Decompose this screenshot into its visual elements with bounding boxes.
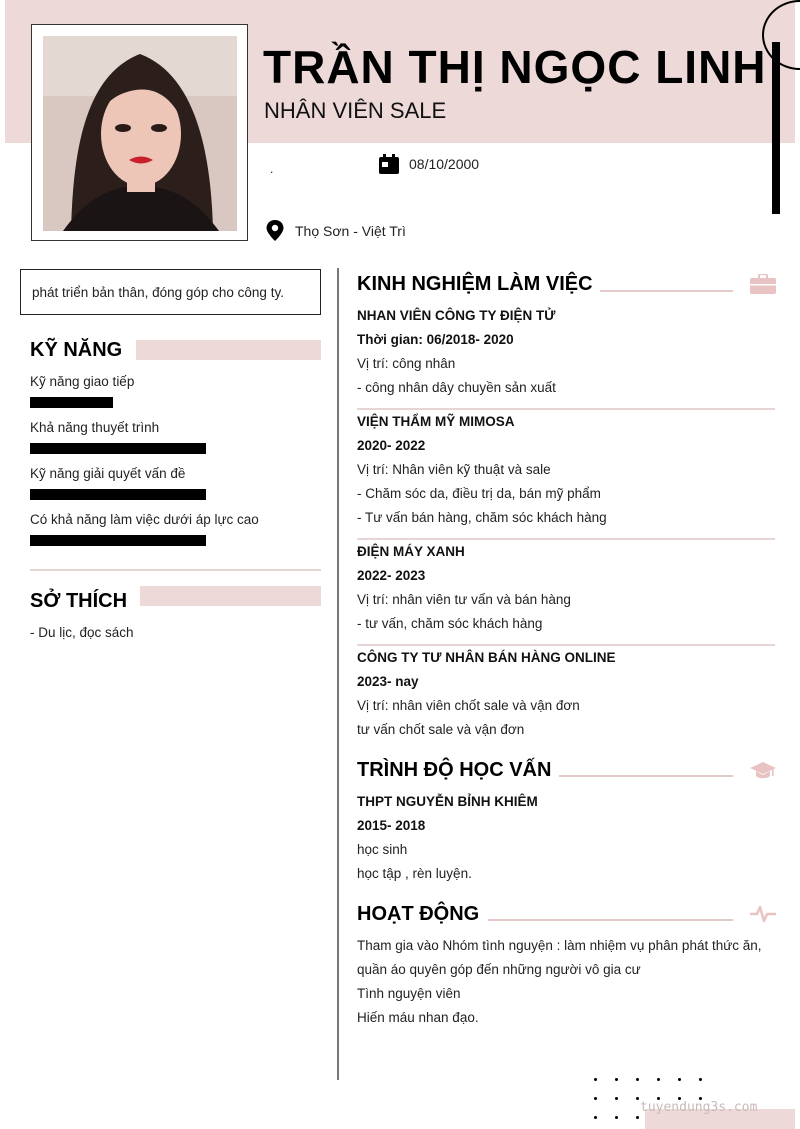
hobbies-title-band — [140, 586, 321, 606]
skill-bar — [30, 397, 113, 408]
experience-title-rule — [600, 290, 733, 292]
skill-name: Kỹ năng giải quyết vấn đề — [30, 466, 186, 481]
career-objective: phát triển bản thân, đóng góp cho công ty. — [20, 269, 321, 315]
graduation-cap-icon — [750, 760, 776, 780]
activities-title: HOẠT ĐỘNG — [357, 903, 480, 925]
decorative-dot — [636, 1097, 639, 1100]
profile-photo-frame — [31, 24, 248, 241]
entry-line: quần áo quyên góp đến những người vô gia cư — [357, 962, 641, 977]
school-name: THPT NGUYỄN BỈNH KHIÊM — [357, 794, 538, 809]
heartbeat-icon — [750, 904, 776, 924]
experience-entry — [357, 304, 777, 400]
skill-name: Khả năng thuyết trình — [30, 420, 160, 435]
location-pin-icon — [265, 220, 285, 241]
study-period: 2015- 2018 — [357, 818, 426, 833]
experience-title: KINH NGHIỆM LÀM VIỆC — [357, 273, 593, 295]
skills-title: KỸ NĂNG — [30, 339, 123, 361]
activities-entry — [357, 934, 777, 1030]
phone-placeholder: . — [270, 162, 274, 176]
experience-entry — [357, 646, 777, 742]
decorative-dot — [615, 1097, 618, 1100]
entry-line: Hiến máu nhan đạo. — [357, 1010, 479, 1025]
hobbies-title: SỞ THÍCH — [30, 590, 128, 612]
decorative-vertical-bar — [772, 42, 780, 214]
education-entry — [357, 790, 777, 886]
company-name: ĐIỆN MÁY XANH — [357, 544, 465, 559]
education-title: TRÌNH ĐỘ HỌC VẤN — [357, 759, 552, 781]
skills-title-band — [136, 340, 321, 360]
skill-bar — [30, 443, 206, 454]
address: Thọ Sơn - Việt Trì — [295, 222, 406, 239]
entry-line: học sinh — [357, 842, 408, 857]
work-period: 2023- nay — [357, 674, 419, 689]
entry-line: Vị trí: nhân viên tư vấn và bán hàng — [357, 592, 571, 607]
briefcase-icon — [750, 274, 776, 294]
job-title: NHÂN VIÊN SALE — [264, 98, 447, 123]
candidate-name: TRẦN THỊ NGỌC LINH — [263, 41, 767, 93]
skill-bar — [30, 535, 206, 546]
profile-photo — [43, 36, 237, 231]
address-row — [265, 220, 406, 241]
column-divider — [337, 268, 339, 1080]
decorative-dot — [636, 1116, 639, 1119]
decorative-dot — [615, 1078, 618, 1081]
birthdate-row — [379, 154, 479, 174]
activities-title-rule — [488, 919, 733, 921]
company-name: CÔNG TY TƯ NHÂN BÁN HÀNG ONLINE — [357, 650, 616, 665]
left-divider — [30, 569, 321, 571]
entry-line: Vị trí: nhân viên chốt sale và vận đơn — [357, 698, 580, 713]
entry-line: Tình nguyện viên — [357, 986, 461, 1001]
company-name: VIỆN THẨM MỸ MIMOSA — [357, 414, 515, 429]
skill-name: Có khả năng làm việc dưới áp lực cao — [30, 512, 259, 527]
decorative-dot — [594, 1097, 597, 1100]
entry-line: - Tư vấn bán hàng, chăm sóc khách hàng — [357, 510, 607, 525]
decorative-dot — [594, 1116, 597, 1119]
decorative-dot — [678, 1078, 681, 1081]
hobbies-text: - Du lịc, đọc sách — [30, 625, 134, 640]
decorative-dot — [699, 1078, 702, 1081]
entry-line: Vị trí: công nhân — [357, 356, 456, 371]
decorative-dot — [657, 1078, 660, 1081]
education-title-rule — [559, 775, 733, 777]
watermark: tuyendung3s.com — [640, 1100, 758, 1115]
entry-line: - công nhân dây chuyền sản xuất — [357, 380, 556, 395]
entry-line: - Chăm sóc da, điều trị da, bán mỹ phẩm — [357, 486, 601, 501]
company-name: NHAN VIÊN CÔNG TY ĐIỆN TỬ — [357, 308, 556, 323]
entry-line: - tư vấn, chăm sóc khách hàng — [357, 616, 543, 631]
decorative-dot — [615, 1116, 618, 1119]
work-period: Thời gian: 06/2018- 2020 — [357, 332, 514, 347]
skill-name: Kỹ năng giao tiếp — [30, 374, 135, 389]
decorative-dot — [636, 1078, 639, 1081]
birthdate: 08/10/2000 — [409, 156, 480, 172]
decorative-dot — [594, 1078, 597, 1081]
work-period: 2020- 2022 — [357, 438, 426, 453]
skill-bar — [30, 489, 206, 500]
entry-line: học tập , rèn luyện. — [357, 866, 472, 881]
entry-line: Tham gia vào Nhóm tình nguyện : làm nhiệm vụ phân phát thức ăn, — [357, 938, 762, 953]
calendar-icon — [379, 154, 399, 174]
experience-entry — [357, 540, 777, 636]
entry-line: Vị trí: Nhân viên kỹ thuật và sale — [357, 462, 551, 477]
entry-line: tư vấn chốt sale và vận đơn — [357, 722, 525, 737]
work-period: 2022- 2023 — [357, 568, 426, 583]
experience-entry — [357, 410, 777, 530]
